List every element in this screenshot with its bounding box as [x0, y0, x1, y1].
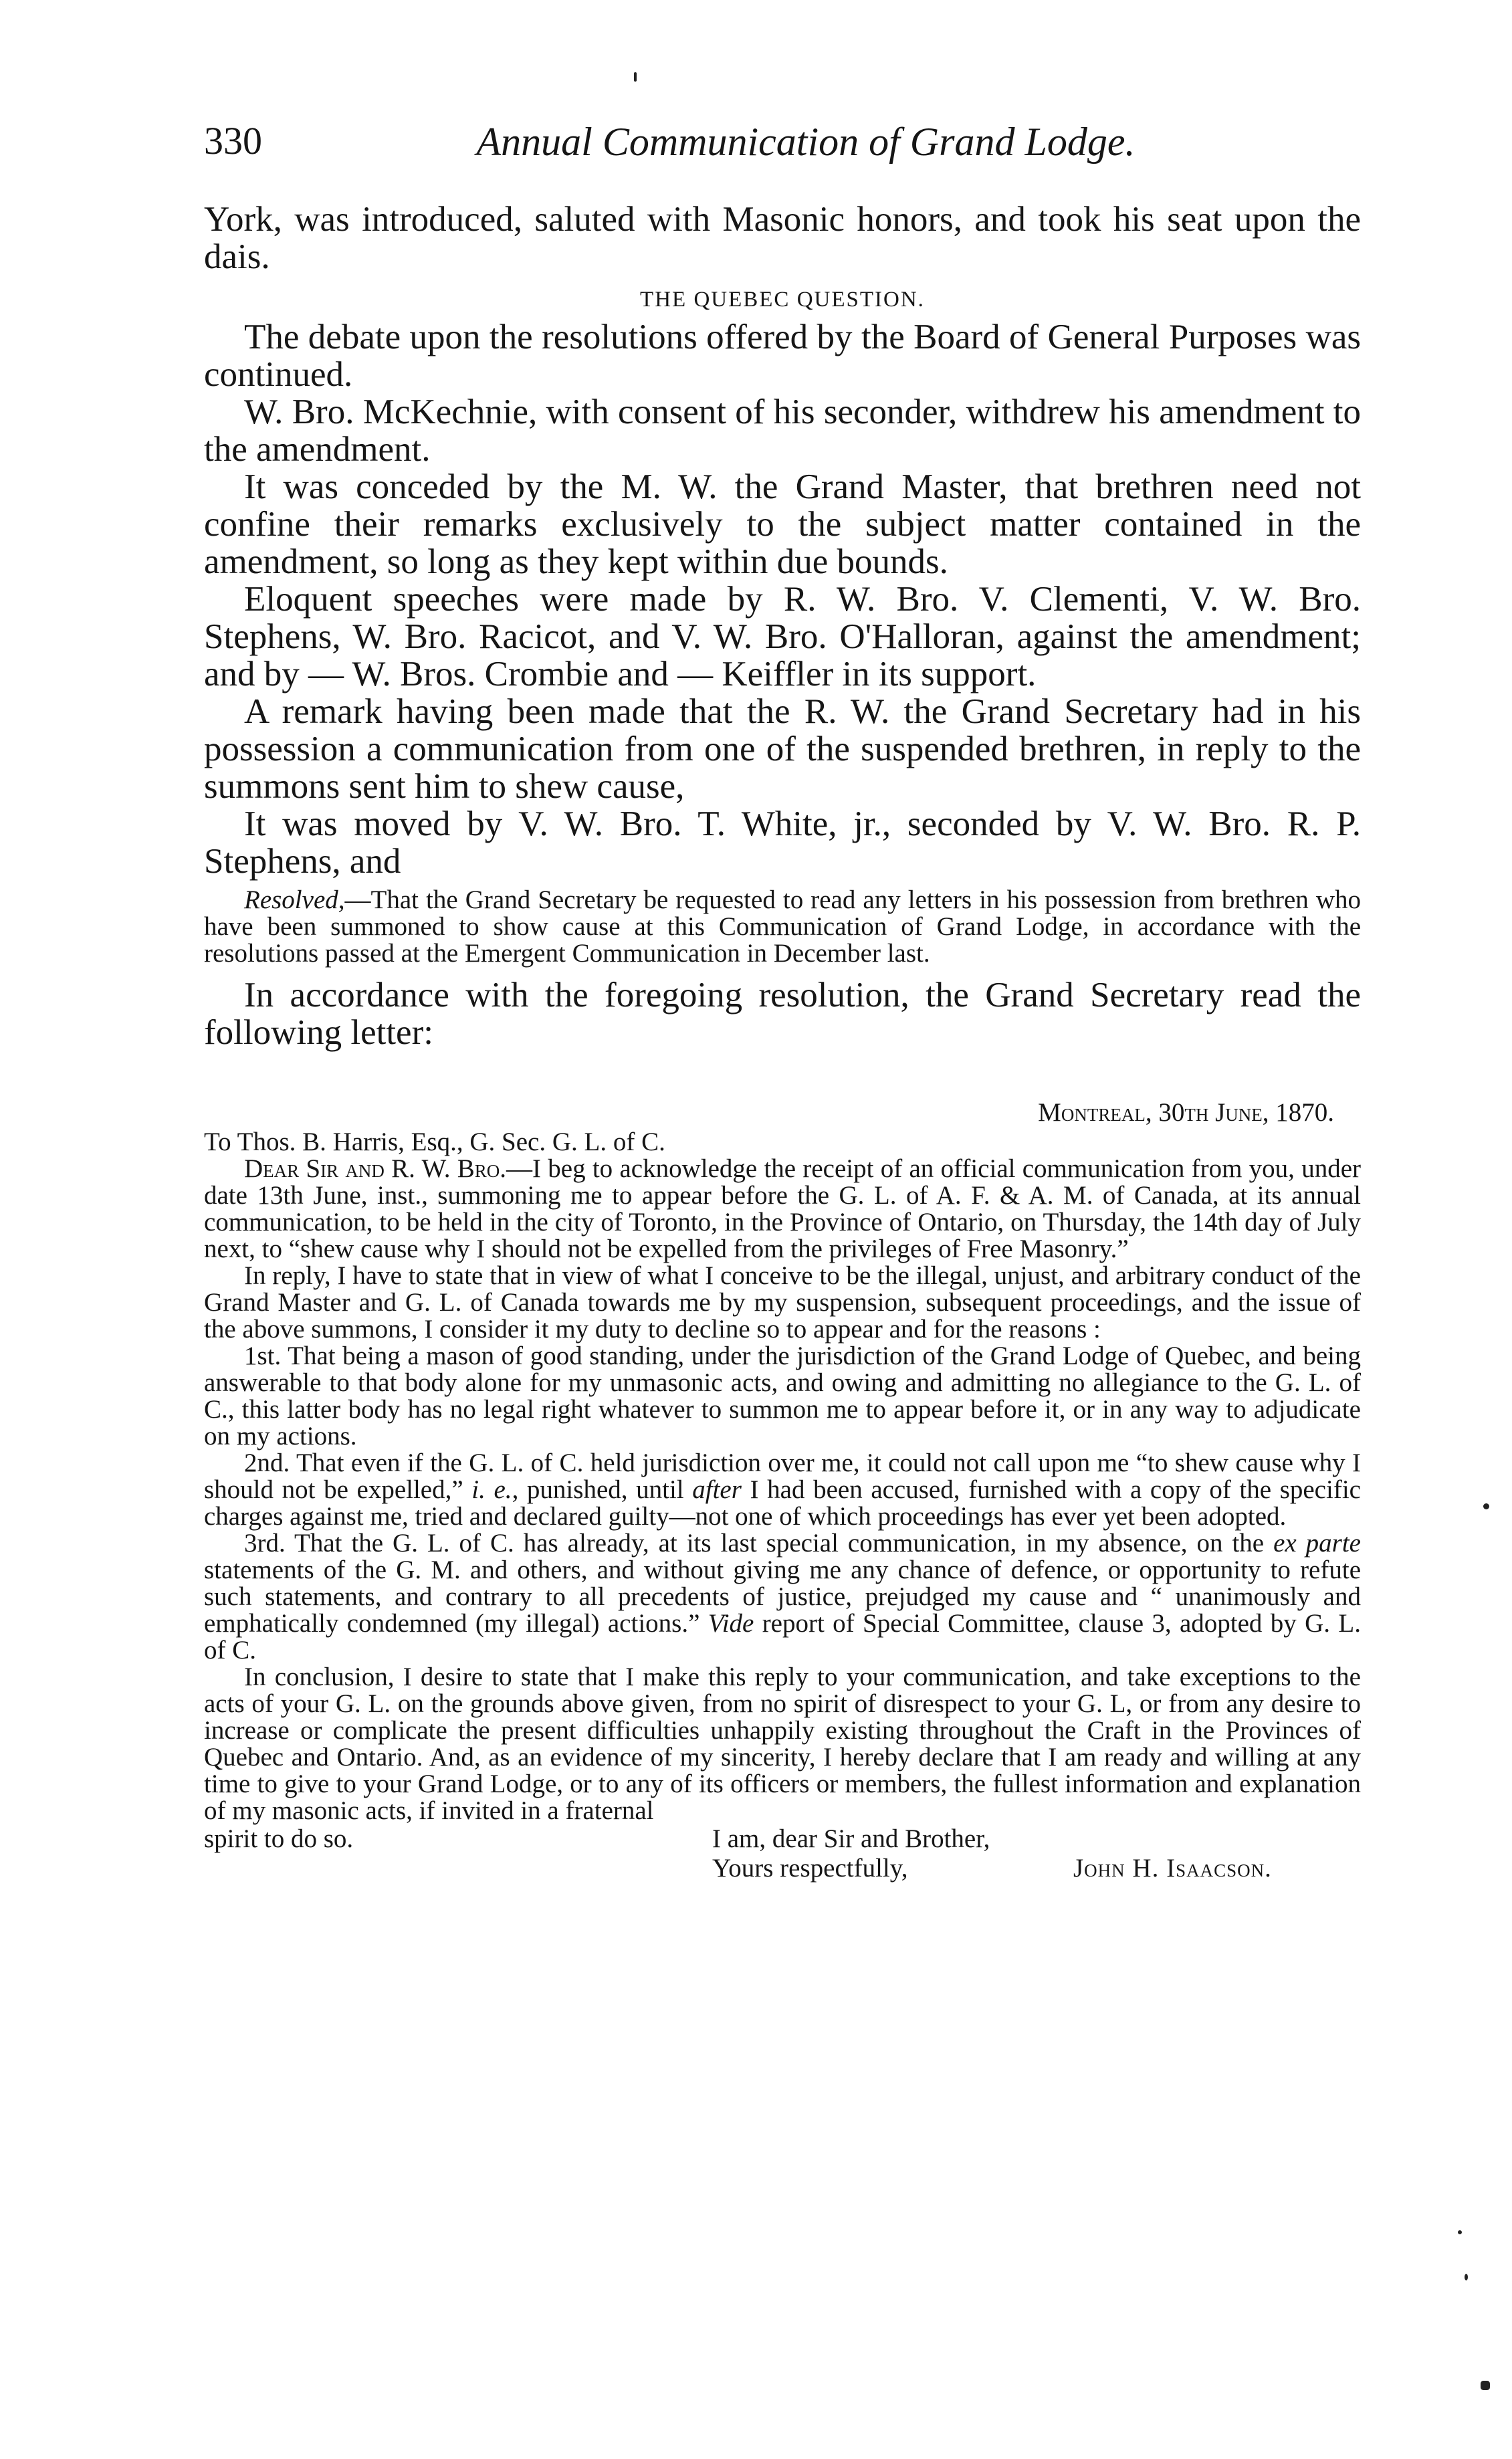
letter-signature-line: [204, 1854, 1361, 1883]
letter-paragraph-6: In conclusion, I desire to state that I make this reply to your communication, and take exceptions to the acts of your G. L. on the grounds above given, from no spirit of disrespect to your G. L, or from any desire to increase or complicate the present difficulties unhappily existing throughout the Craft in the Provinces of Quebec and Ontario. And, as an evidence of my sincerity, I hereby declare that I am ready and willing at any time to give to your Grand Lodge, or to any of its officers or members, the fullest information and explanation of my masonic acts, if invited in a fraternal: [204, 1663, 1361, 1825]
letter-paragraph-5: 3rd. That the G. L. of C. has already, at its last special communication, in my absence, on the ex parte statements of the G. M. and others, and without giving me any chance of defence, or opportunity to refute such statements, and contrary to all precedents of justice, prejudged my cause and “ unanimously and emphatically condemned (my illegal) actions.” Vide report of Special Committee, clause 3, adopted by G. L. of C.: [204, 1529, 1361, 1665]
print-speck: [1483, 1503, 1489, 1509]
letter-paragraph-3: 1st. That being a mason of good standing, under the jurisdiction of the Grand Lodge of Quebec, and being answerable to that body alone for my unmasonic acts, and owing and admitting no allegiance to the G. L. of C., this latter body has no legal right whatever to summon me to appear before it, or in any way to adjudicate on my actions.: [204, 1342, 1361, 1451]
paragraph-debate: The debate upon the resolutions offered by the Board of General Purposes was continued.: [204, 318, 1361, 394]
closing-tail: spirit to do so.: [204, 1824, 354, 1853]
letter-closing-line: [204, 1824, 1361, 1854]
paragraph-speeches: Eloquent speeches were made by R. W. Bro. V. Clementi, V. W. Bro. Stephens, W. Bro. Racicot, and V. W. Bro. O'Halloran, against the amendment; and by — W. Bros. Crombie and — Keiffler in its support.: [204, 580, 1361, 693]
section-heading: THE QUEBEC QUESTION.: [640, 288, 925, 312]
closing-yours: Yours respectfully,: [712, 1854, 908, 1883]
proceedings-body: [204, 201, 1361, 1051]
print-speck: [1481, 2381, 1490, 2390]
signature: John H. Isaacson.: [1073, 1854, 1272, 1883]
letter-paragraph-1: Dear Sir and R. W. Bro.—I beg to acknowledge the receipt of an official communication from you, under date 13th June, inst., summoning me to appear before the G. L. of A. F. & A. M. of Canada, at its annual communication, to be held in the city of Toronto, in the Province of Ontario, on Thursday, the 14th day of July next, to “shew cause why I should not be expelled from the privileges of Free Masonry.”: [204, 1154, 1362, 1263]
paragraph-withdrawal: W. Bro. McKechnie, with consent of his seconder, withdrew his amendment to the amendment.: [204, 393, 1361, 469]
paragraph-remark: A remark having been made that the R. W. the Grand Secretary had in his possession a communication from one of the suspended brethren, in reply to the summons sent him to shew cause,: [204, 692, 1361, 806]
print-speck: [634, 72, 637, 82]
page-header: [204, 112, 1321, 186]
resolved-label: Resolved,: [244, 885, 345, 914]
letter-salutation: Dear Sir and R. W. Bro.: [244, 1154, 507, 1183]
letter-paragraph-4: 2nd. That even if the G. L. of C. held jurisdiction over me, it could not call upon me “to shew cause why I should not be expelled,” i. e., punished, until after I had been accused, furnished with a copy of the specific charges against me, tried and declared guilty—not one of which proceedings has ever yet been adopted.: [204, 1449, 1361, 1531]
resolved-text: —That the Grand Secretary be requested to read any letters in his possession from brethren who have been summoned to show cause at this Communication of Grand Lodge, in accordance with the resolutions passed at the Emergent Communication in December last.: [204, 885, 1361, 968]
paragraph-introduction: York, was introduced, saluted with Masonic honors, and took his seat upon the dais.: [204, 200, 1361, 276]
print-speck: [1465, 2274, 1468, 2280]
letter-addressee: To Thos. B. Harris, Esq., G. Sec. G. L. of C.: [204, 1128, 665, 1156]
letter-paragraph-2: In reply, I have to state that in view of what I conceive to be the illegal, unjust, and arbitrary conduct of the Grand Master and G. L. of Canada towards me by my suspension, subsequent proceedings, and the issue of the above summons, I consider it my duty to decline so to appear and for the reasons :: [204, 1261, 1361, 1344]
print-speck: [1458, 2230, 1462, 2234]
running-title: Annual Communication of Grand Lodge.: [476, 120, 1136, 164]
paragraph-motion: It was moved by V. W. Bro. T. White, jr., seconded by V. W. Bro. R. P. Stephens, and: [204, 805, 1361, 881]
letter-dateline: Montreal, 30th June, 1870.: [1038, 1098, 1334, 1127]
paragraph-concession: It was conceded by the M. W. the Grand Master, that brethren need not confine their remarks exclusively to the subject matter contained in the amendment, so long as they kept within due bounds.: [204, 467, 1361, 581]
page-number: 330: [204, 119, 262, 163]
paragraph-letter-intro: In accordance with the foregoing resolution, the Grand Secretary read the following letter:: [204, 976, 1361, 1052]
closing-phrase: I am, dear Sir and Brother,: [712, 1824, 990, 1853]
letter: [204, 1097, 1361, 1883]
resolution: [204, 887, 1361, 967]
